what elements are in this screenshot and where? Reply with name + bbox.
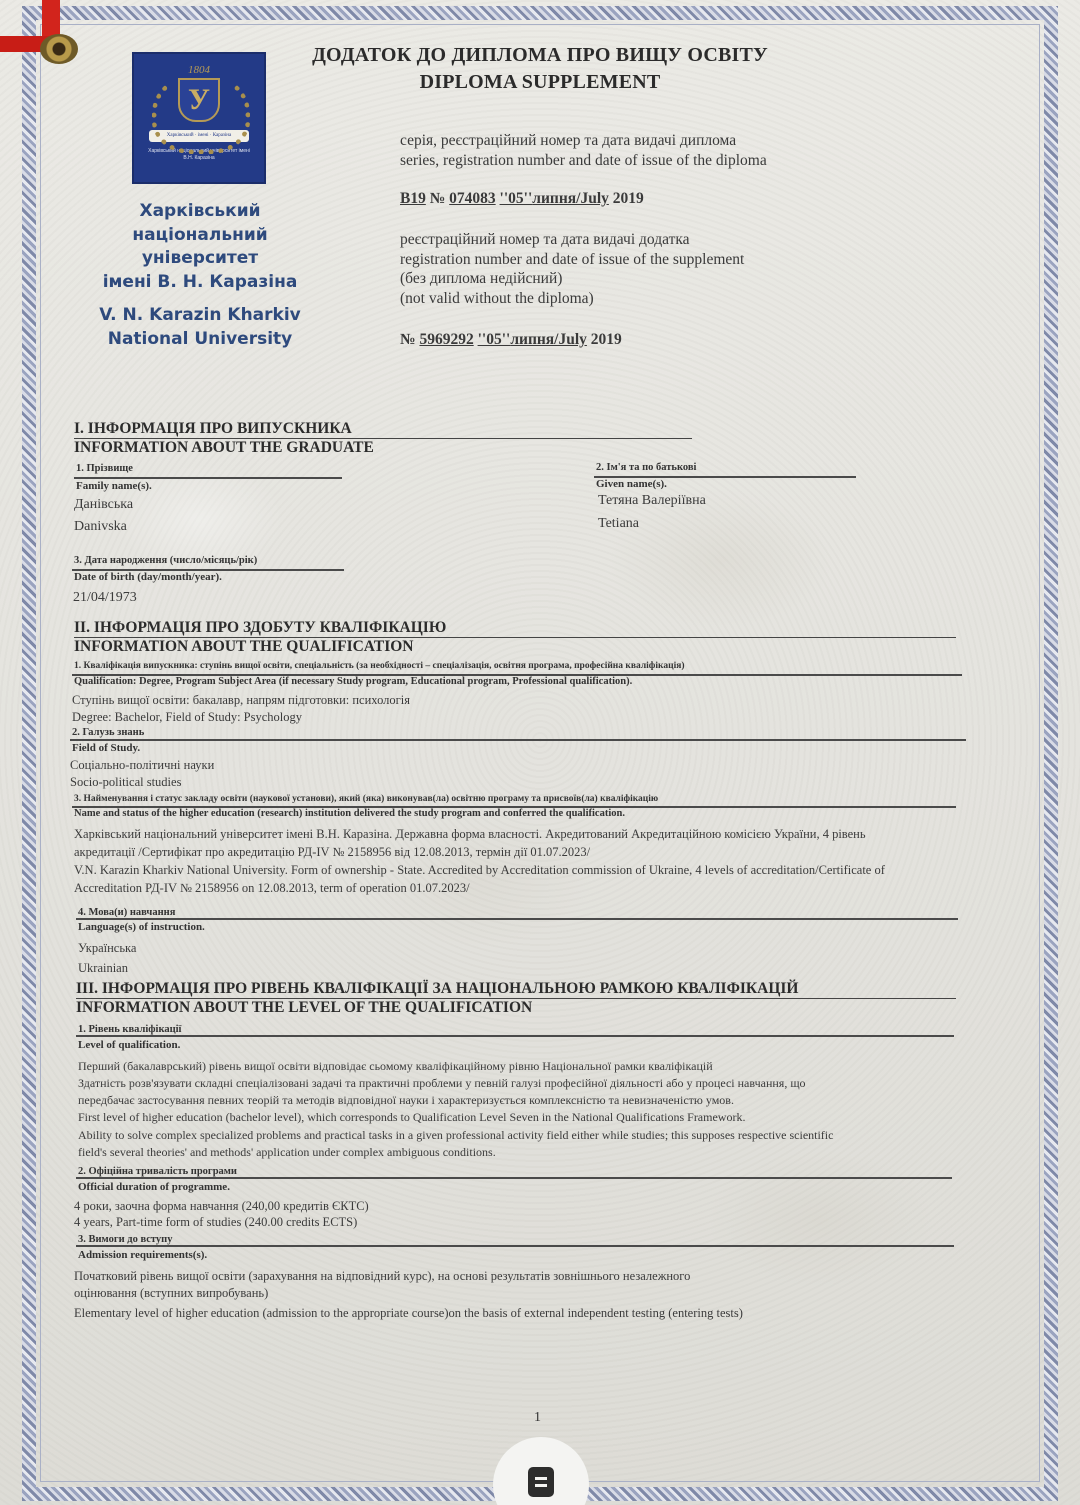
section2-title: II. ІНФОРМАЦІЯ ПРО ЗДОБУТУ КВАЛІФІКАЦІЮ INFORMATION ABOUT THE QUALIFICATION	[74, 619, 956, 656]
diploma-day: ''05''	[499, 190, 533, 207]
supplement-meta-label: реєстраційний номер та дата видачі додатка registration number and date of issue of the supplement (без диплома недійсний) (not valid without the diploma)	[400, 231, 745, 307]
language-value-ua: Українська	[78, 941, 137, 955]
diploma-month: липня/July	[532, 190, 609, 207]
section3-title: III. ІНФОРМАЦІЯ ПРО РІВЕНЬ КВАЛІФІКАЦІЇ ЗА НАЦІОНАЛЬНОЮ РАМКОЮ КВАЛІФІКАЦІЙ INFORMATION ABOUT THE LEVEL OF THE QUALIFICATION	[76, 980, 956, 1017]
institution-label-ua: 3. Найменування і статус закладу освіти (наукової установи), який (яка) виконував(ла) освітню програму та присвоїв(ла) кваліфікацію	[74, 794, 659, 804]
field-value-ua: Соціально-політичні науки	[70, 758, 215, 772]
section1-title: I. ІНФОРМАЦІЯ ПРО ВИПУСКНИКА INFORMATION ABOUT THE GRADUATE	[74, 420, 692, 457]
supplement-year: 2019	[590, 331, 622, 348]
logo-banner: Харківський · імені · Каразіна	[149, 130, 249, 142]
given-name-label-ua: 2. Ім'я та по батькові	[596, 462, 697, 473]
field-label-ua: 2. Галузь знань	[72, 727, 145, 738]
given-name-ua: Тетяна Валеріївна	[598, 493, 706, 508]
supplement-month: липня/July	[510, 331, 587, 348]
title-ua: ДОДАТОК ДО ДИПЛОМА ПРО ВИЩУ ОСВІТУ	[312, 44, 768, 66]
dob-label-ua: 3. Дата народження (число/місяць/рік)	[74, 555, 258, 566]
language-value-en: Ukrainian	[78, 961, 128, 975]
field-value-en: Socio-political studies	[70, 775, 182, 789]
level-line: Здатність розв'язувати складні спеціалізовані задачі та практичні проблеми у певній галузі професійної діяльності або у процесі навчання, що	[78, 1076, 806, 1090]
institution-value-ua-2: акредитації /Сертифікат про акредитацію РД-IV № 2158956 від 12.08.2013, термін дії 01.07.2023/	[74, 845, 591, 859]
grommet-icon	[40, 34, 78, 64]
admission-value-ua-2: оцінювання (вступних випробувань)	[74, 1286, 269, 1300]
family-name-label-en: Family name(s).	[76, 480, 152, 492]
supplement-day: ''05''	[477, 331, 511, 348]
university-name	[90, 200, 310, 351]
university-name-ua: Харківський національний університет імені В. Н. Каразіна	[102, 201, 298, 292]
diploma-meta-label: серія, реєстраційний номер та дата видачі диплома series, registration number and date of issue of the diploma	[400, 132, 767, 169]
qualification-value-en: Degree: Bachelor, Field of Study: Psychology	[72, 710, 303, 724]
level-label-en: Level of qualification.	[78, 1039, 181, 1051]
level-label-ua: 1. Рівень кваліфікації	[78, 1024, 182, 1035]
logo-year: 1804	[188, 64, 210, 76]
laurel-wreath-icon	[152, 72, 250, 154]
family-name-en: Danivska	[74, 519, 127, 534]
diploma-year: 2019	[612, 190, 644, 207]
shield-icon: У	[178, 78, 220, 122]
supplement-number: № 5969292 ''05''липня/July 2019	[400, 331, 622, 348]
university-logo	[132, 52, 266, 184]
divider	[70, 739, 966, 741]
family-name-ua: Данівська	[74, 497, 134, 512]
divider	[76, 1245, 954, 1247]
admission-value-en: Elementary level of higher education (admission to the appropriate course)on the basis of external independent testing (entering tests)	[74, 1306, 743, 1320]
university-name-en: V. N. Karazin Kharkiv National University	[99, 305, 301, 349]
duration-value-en: 4 years, Part-time form of studies (240.00 credits ECTS)	[74, 1215, 358, 1229]
level-line: передбачає застосування певних теорій та методів відповідної науки і характеризується комплексністю та невизначеністю умов.	[78, 1093, 734, 1107]
qualification-label-ua: 1. Кваліфікація випускника: ступінь вищої освіти, спеціальність (за необхідності – спеціалізація, освітня програма, професійна кваліфікація)	[74, 661, 685, 671]
admission-value-ua-1: Початковий рівень вищої освіти (зарахування на відповідний курс), на основі результатів зовнішнього незалежного	[74, 1269, 691, 1283]
qualification-label-en: Qualification: Degree, Program Subject Area (if necessary Study program, Educational program, Professional qualification).	[74, 676, 633, 687]
institution-value-ua-1: Харківський національний університет імені В.Н. Каразіна. Державна форма власності. Акредитований Акредитаційною комісією України, 4 рівень	[74, 827, 866, 841]
divider	[76, 1035, 954, 1037]
divider	[76, 918, 958, 920]
level-line: First level of higher education (bachelor level), which corresponds to Qualification Level Seven in the National Qualifications Framework.	[78, 1110, 746, 1124]
language-label-en: Language(s) of instruction.	[78, 921, 205, 933]
institution-label-en: Name and status of the higher education (research) institution delivered the study program and conferred the qualification.	[74, 808, 625, 819]
admission-label-ua: 3. Вимоги до вступу	[78, 1234, 173, 1245]
divider	[74, 477, 342, 479]
level-line: Ability to solve complex specialized problems and practical tasks in a given professional activity field either while studies; this supposes respective scientific	[78, 1128, 834, 1142]
page-number: 1	[534, 1410, 541, 1425]
institution-value-en-1: V.N. Karazin Kharkiv National University. Form of ownership - State. Accredited by Accreditation commission of Ukraine, 4 levels of accreditation/Certificate of	[74, 863, 885, 877]
logo-caption: Харківський національний університет імені В.Н. Каразіна	[148, 148, 250, 161]
diploma-number: В19 № 074083 ''05''липня/July 2019	[400, 190, 644, 207]
title-en: DIPLOMA SUPPLEMENT	[419, 71, 661, 93]
date-of-birth: 21/04/1973	[73, 590, 137, 605]
field-label-en: Field of Study.	[72, 742, 141, 754]
diploma-reg-number: 074083	[449, 190, 496, 207]
diploma-series: В19	[400, 190, 426, 207]
supplement-reg-number: 5969292	[419, 331, 474, 348]
institution-value-en-2: Accreditation РД-IV № 2158956 on 12.08.2013, term of operation 01.07.2023/	[74, 881, 470, 895]
admission-label-en: Admission requirements(s).	[78, 1249, 208, 1261]
menu-icon	[528, 1467, 554, 1497]
language-label-ua: 4. Мова(и) навчання	[78, 907, 176, 918]
duration-value-ua: 4 роки, заочна форма навчання (240,00 кредитів ЄКТС)	[74, 1199, 369, 1213]
divider	[76, 1177, 952, 1179]
level-line: field's several theories' and methods' application under complex ambiguous conditions.	[78, 1145, 496, 1159]
duration-label-ua: 2. Офіційна тривалість програми	[78, 1166, 237, 1177]
family-name-label-ua: 1. Прізвище	[76, 463, 133, 474]
level-line: Перший (бакалаврський) рівень вищої освіти відповідає сьомому кваліфікаційному рівню Національної рамки кваліфікацій	[78, 1059, 713, 1073]
given-name-label-en: Given name(s).	[596, 478, 667, 490]
qualification-value-ua: Ступінь вищої освіти: бакалавр, напрям підготовки: психологія	[72, 693, 410, 707]
given-name-en: Tetiana	[598, 516, 639, 531]
dob-label-en: Date of birth (day/month/year).	[74, 571, 222, 583]
document-title	[300, 42, 780, 96]
duration-label-en: Official duration of programme.	[78, 1181, 230, 1193]
